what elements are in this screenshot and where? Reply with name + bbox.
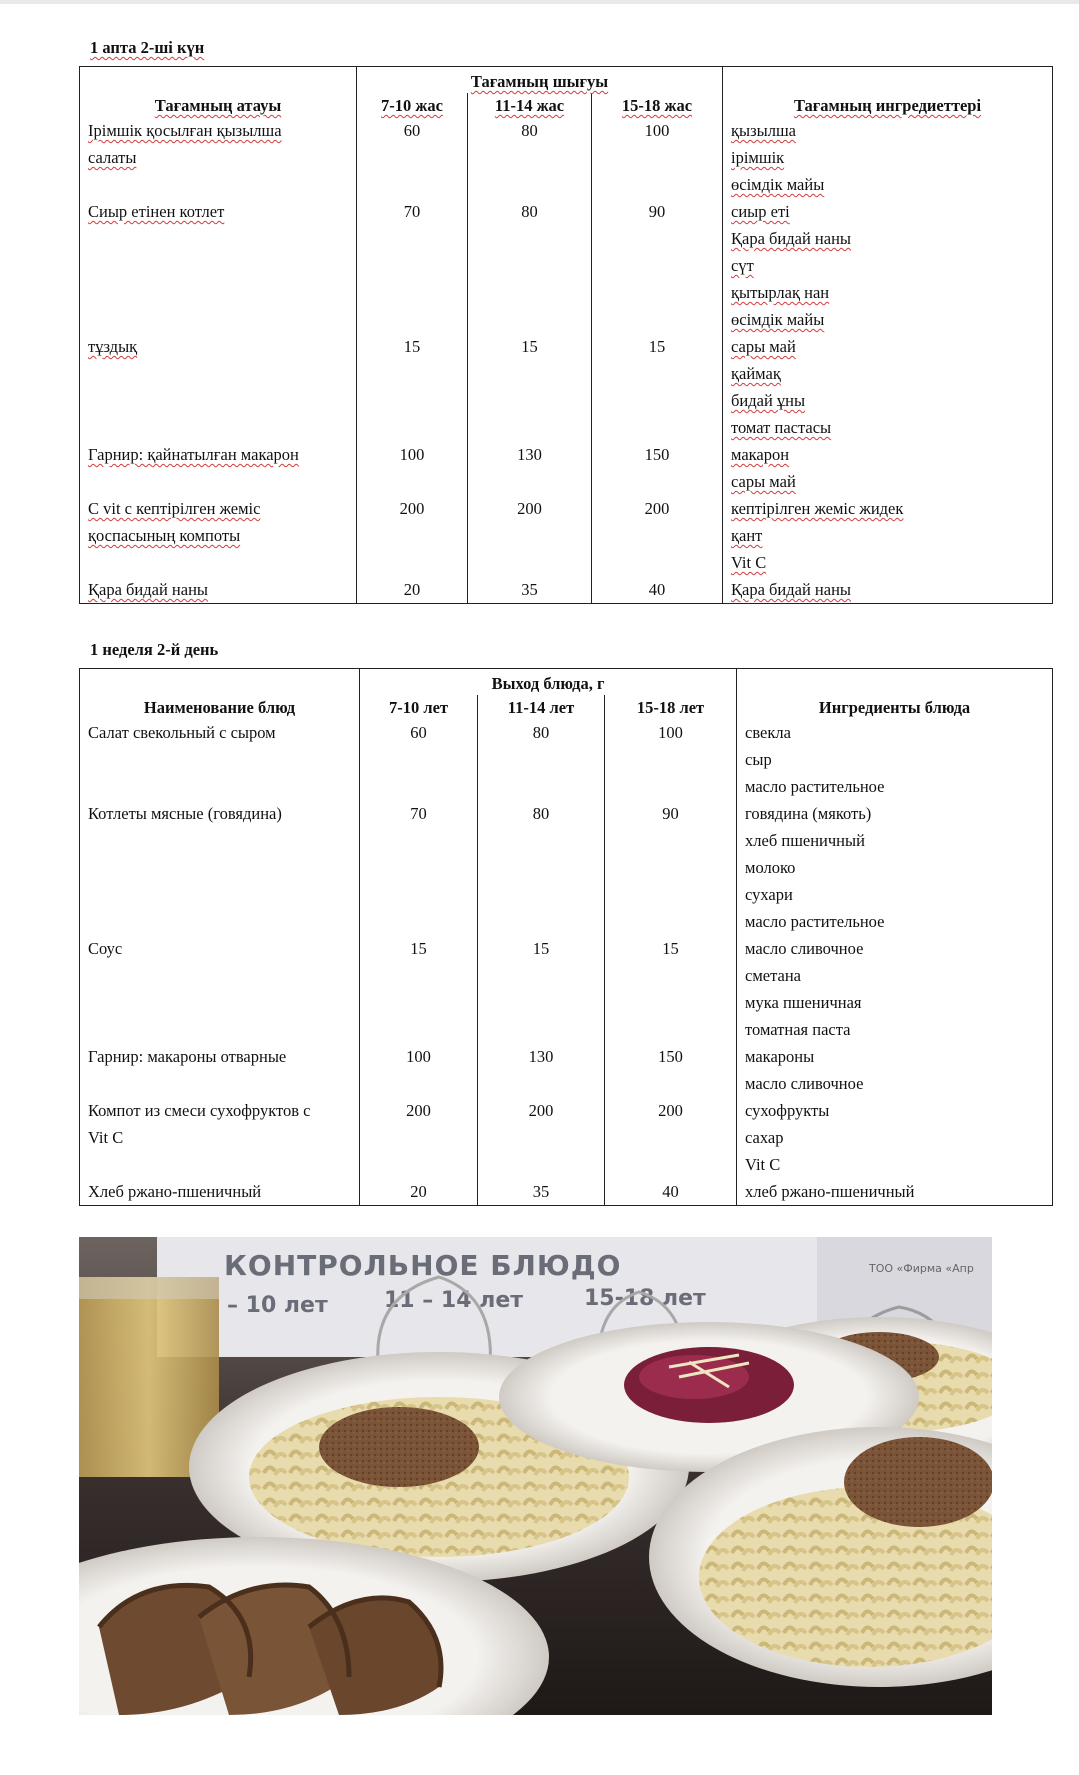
yield-7-10-cell [357,306,468,333]
table-row [80,827,1053,854]
yield-7-10-cell: 15 [360,935,478,962]
dish-name-cell: салаты [80,144,357,171]
yield-7-10-cell [357,522,468,549]
yield-11-14-cell: 80 [468,117,592,144]
yield-7-10-cell: 60 [357,117,468,144]
dish-name-cell: тұздық [80,333,357,360]
table-row [80,279,1053,306]
yield-11-14-cell [478,746,605,773]
yield-11-14-cell [478,881,605,908]
yield-15-18-cell [592,387,723,414]
ingredient-cell: сүт [723,252,1053,279]
dish-name-cell [80,279,357,306]
ingredient-cell: сухари [737,881,1053,908]
ingredient-cell: сиыр еті [723,198,1053,225]
yield-11-14-cell [468,360,592,387]
section-title-ru: 1 неделя 2-й день [90,640,219,659]
dish-name-cell: Гарнир: макароны отварные [80,1043,360,1070]
yield-15-18-cell [605,854,737,881]
yield-7-10-cell: 60 [360,719,478,746]
ingredient-cell: сары май [723,333,1053,360]
dish-name-cell [80,989,360,1016]
yield-15-18-cell [592,252,723,279]
dish-name-cell: Vit C [80,1124,360,1151]
yield-15-18-cell [605,1151,737,1178]
yield-11-14-cell [478,908,605,935]
yield-7-10-cell: 100 [357,441,468,468]
ingredient-cell: масло растительное [737,773,1053,800]
yield-7-10-cell [360,1070,478,1097]
ingredient-cell: молоко [737,854,1053,881]
dish-name-cell: C vit с кептірілген жеміс [80,495,357,522]
ingredient-cell: сыр [737,746,1053,773]
ingredient-cell: қытырлақ нан [723,279,1053,306]
yield-7-10-cell [360,773,478,800]
dish-name-cell [80,881,360,908]
yield-15-18-cell [592,522,723,549]
yield-7-10-cell [360,746,478,773]
yield-15-18-cell [605,827,737,854]
ingredient-cell: өсімдік майы [723,306,1053,333]
dish-name-cell [80,908,360,935]
yield-11-14-cell [478,1016,605,1043]
yield-7-10-cell: 20 [357,576,468,604]
table-row [80,854,1053,881]
yield-15-18-cell [592,306,723,333]
yield-15-18-cell: 15 [592,333,723,360]
sign-age-1: – 10 лет [227,1293,328,1318]
dish-name-cell [80,306,357,333]
yield-15-18-cell [592,144,723,171]
dish-name-cell [80,387,357,414]
table-row [80,1043,1053,1070]
yield-7-10-cell [360,881,478,908]
ingredient-cell: свекла [737,719,1053,746]
dish-name-cell [80,1016,360,1043]
yield-15-18-cell: 40 [592,576,723,604]
yield-7-10-cell [357,144,468,171]
header-dish-name: Наименование блюд [80,669,360,720]
yield-11-14-cell [478,827,605,854]
table-row [80,1097,1053,1124]
table-row [80,1016,1053,1043]
yield-11-14-cell [468,252,592,279]
table-row [80,1124,1053,1151]
menu-table-kz [79,66,1053,604]
table-row [80,773,1053,800]
dish-name-cell [80,225,357,252]
yield-7-10-cell [357,171,468,198]
yield-7-10-cell [360,989,478,1016]
yield-15-18-cell [605,881,737,908]
yield-15-18-cell [605,1016,737,1043]
yield-11-14-cell [478,962,605,989]
table-row [80,171,1053,198]
header-ingredients: Тағамның ингредиеттері [723,67,1053,118]
yield-15-18-cell: 150 [605,1043,737,1070]
header-age-11-14: 11-14 лет [478,695,605,719]
yield-15-18-cell [592,225,723,252]
table-row [80,117,1053,144]
yield-7-10-cell [360,1124,478,1151]
yield-11-14-cell [478,1151,605,1178]
menu-table-ru [79,668,1053,1206]
sign-title: КОНТРОЛЬНОЕ БЛЮДО [224,1249,622,1282]
yield-15-18-cell [592,360,723,387]
cutlet [319,1407,479,1487]
yield-11-14-cell: 80 [478,800,605,827]
header-yield: Тағамның шығуы [357,67,723,94]
table-row [80,495,1053,522]
yield-7-10-cell [360,908,478,935]
sign-age-2: 11 – 14 лет [384,1288,523,1313]
yield-11-14-cell [478,1124,605,1151]
table-row [80,908,1053,935]
sign-company: ТОО «Фирма «Апр [869,1262,974,1275]
yield-7-10-cell [357,549,468,576]
yield-11-14-cell [478,1070,605,1097]
table-row [80,468,1053,495]
yield-7-10-cell: 200 [357,495,468,522]
table-row [80,1070,1053,1097]
yield-15-18-cell [592,549,723,576]
yield-11-14-cell [468,414,592,441]
yield-11-14-cell [468,387,592,414]
yield-11-14-cell: 35 [478,1178,605,1206]
yield-7-10-cell [360,854,478,881]
yield-7-10-cell: 200 [360,1097,478,1124]
yield-15-18-cell: 100 [605,719,737,746]
header-ingredients: Ингредиенты блюда [737,669,1053,720]
yield-15-18-cell [605,1070,737,1097]
dish-name-cell: қоспасының компоты [80,522,357,549]
ingredient-cell: масло сливочное [737,1070,1053,1097]
dish-name-cell [80,171,357,198]
yield-7-10-cell [360,1151,478,1178]
yield-11-14-cell [468,171,592,198]
yield-7-10-cell: 70 [360,800,478,827]
table-row [80,441,1053,468]
header-age-7-10: 7-10 жас [357,93,468,117]
yield-7-10-cell [360,1016,478,1043]
ingredient-cell: сухофрукты [737,1097,1053,1124]
yield-15-18-cell [592,414,723,441]
yield-15-18-cell: 40 [605,1178,737,1206]
yield-11-14-cell: 80 [468,198,592,225]
yield-7-10-cell [360,962,478,989]
dish-name-cell [80,549,357,576]
dish-name-cell: Гарнир: қайнатылған макарон [80,441,357,468]
table-row [80,1178,1053,1206]
dish-name-cell [80,773,360,800]
table-row [80,144,1053,171]
ingredient-cell: қызылша [723,117,1053,144]
yield-11-14-cell [468,522,592,549]
control-dish-photo [79,1237,992,1715]
ingredient-cell: Vit C [723,549,1053,576]
yield-11-14-cell: 15 [478,935,605,962]
ingredient-cell: қант [723,522,1053,549]
yield-11-14-cell: 80 [478,719,605,746]
yield-7-10-cell [357,279,468,306]
sign-age-3: 15-18 лет [584,1286,706,1311]
yield-15-18-cell [605,746,737,773]
table-row [80,198,1053,225]
yield-11-14-cell [468,549,592,576]
yield-11-14-cell [468,306,592,333]
yield-11-14-cell [478,989,605,1016]
yield-15-18-cell: 90 [592,198,723,225]
ingredient-cell: сары май [723,468,1053,495]
yield-7-10-cell [357,360,468,387]
yield-7-10-cell [357,387,468,414]
ingredient-cell: бидай ұны [723,387,1053,414]
yield-15-18-cell: 200 [605,1097,737,1124]
ingredient-cell: кептірілген жеміс жидек [723,495,1053,522]
table-row [80,522,1053,549]
table-row [80,881,1053,908]
dish-name-cell: Қара бидай наны [80,576,357,604]
yield-11-14-cell: 35 [468,576,592,604]
table-row [80,333,1053,360]
yield-15-18-cell: 150 [592,441,723,468]
ingredient-cell: сметана [737,962,1053,989]
yield-7-10-cell: 20 [360,1178,478,1206]
table-row [80,1151,1053,1178]
ingredient-cell: сахар [737,1124,1053,1151]
table-row [80,306,1053,333]
table-row [80,549,1053,576]
yield-7-10-cell: 15 [357,333,468,360]
dish-name-cell [80,854,360,881]
yield-15-18-cell [605,962,737,989]
table-row [80,387,1053,414]
dish-name-cell: Котлеты мясные (говядина) [80,800,360,827]
top-border [0,0,1079,4]
table-row [80,746,1053,773]
dish-name-cell: Салат свекольный с сыром [80,719,360,746]
table-row [80,576,1053,604]
ingredient-cell: масло растительное [737,908,1053,935]
ingredient-cell: масло сливочное [737,935,1053,962]
header-yield: Выход блюда, г [360,669,737,696]
yield-15-18-cell [592,468,723,495]
yield-7-10-cell [357,414,468,441]
section-title-kz: 1 апта 2-ші күн [90,38,205,57]
yield-11-14-cell: 200 [478,1097,605,1124]
yield-7-10-cell: 70 [357,198,468,225]
dish-name-cell [80,827,360,854]
table-row [80,414,1053,441]
dish-name-cell [80,1070,360,1097]
table-row [80,935,1053,962]
yield-15-18-cell: 15 [605,935,737,962]
ingredient-cell: өсімдік майы [723,171,1053,198]
yield-11-14-cell [468,225,592,252]
table-row [80,360,1053,387]
dish-name-cell: Сиыр етінен котлет [80,198,357,225]
table-row [80,252,1053,279]
header-age-7-10: 7-10 лет [360,695,478,719]
yield-11-14-cell [478,854,605,881]
ingredient-cell: ірімшік [723,144,1053,171]
ingredient-cell: мука пшеничная [737,989,1053,1016]
dish-name-cell [80,360,357,387]
yield-15-18-cell: 100 [592,117,723,144]
header-age-15-18: 15-18 лет [605,695,737,719]
dish-name-cell: Компот из смеси сухофруктов с [80,1097,360,1124]
header-age-15-18: 15-18 жас [592,93,723,117]
table-row [80,800,1053,827]
yield-15-18-cell: 90 [605,800,737,827]
dish-name-cell: Ірімшік қосылған қызылша [80,117,357,144]
ingredient-cell: хлеб пшеничный [737,827,1053,854]
yield-15-18-cell [592,171,723,198]
ingredient-cell: Қара бидай наны [723,576,1053,604]
ingredient-cell: Қара бидай наны [723,225,1053,252]
yield-7-10-cell [360,827,478,854]
yield-11-14-cell: 130 [478,1043,605,1070]
yield-11-14-cell [478,773,605,800]
yield-11-14-cell: 200 [468,495,592,522]
table-row [80,962,1053,989]
yield-11-14-cell: 130 [468,441,592,468]
dish-name-cell: Соус [80,935,360,962]
yield-11-14-cell: 15 [468,333,592,360]
table-row [80,989,1053,1016]
table-row [80,719,1053,746]
yield-7-10-cell [357,225,468,252]
table-row [80,225,1053,252]
ingredient-cell: макароны [737,1043,1053,1070]
ingredient-cell: қаймақ [723,360,1053,387]
yield-11-14-cell [468,144,592,171]
yield-11-14-cell [468,279,592,306]
ingredient-cell: хлеб ржано-пшеничный [737,1178,1053,1206]
dish-name-cell [80,252,357,279]
ingredient-cell: томат пастасы [723,414,1053,441]
dish-name-cell [80,962,360,989]
yield-15-18-cell [605,908,737,935]
yield-11-14-cell [468,468,592,495]
yield-15-18-cell: 200 [592,495,723,522]
yield-15-18-cell [605,773,737,800]
dish-name-cell [80,468,357,495]
dish-name-cell: Хлеб ржано-пшеничный [80,1178,360,1206]
yield-15-18-cell [605,1124,737,1151]
dish-name-cell [80,746,360,773]
ingredient-cell: говядина (мякоть) [737,800,1053,827]
yield-15-18-cell [592,279,723,306]
ingredient-cell: Vit C [737,1151,1053,1178]
yield-7-10-cell [357,252,468,279]
dish-name-cell [80,1151,360,1178]
yield-15-18-cell [605,989,737,1016]
ingredient-cell: макарон [723,441,1053,468]
header-dish-name: Тағамның атауы [80,67,357,118]
yield-7-10-cell: 100 [360,1043,478,1070]
ingredient-cell: томатная паста [737,1016,1053,1043]
yield-7-10-cell [357,468,468,495]
dish-name-cell [80,414,357,441]
header-age-11-14: 11-14 жас [468,93,592,117]
